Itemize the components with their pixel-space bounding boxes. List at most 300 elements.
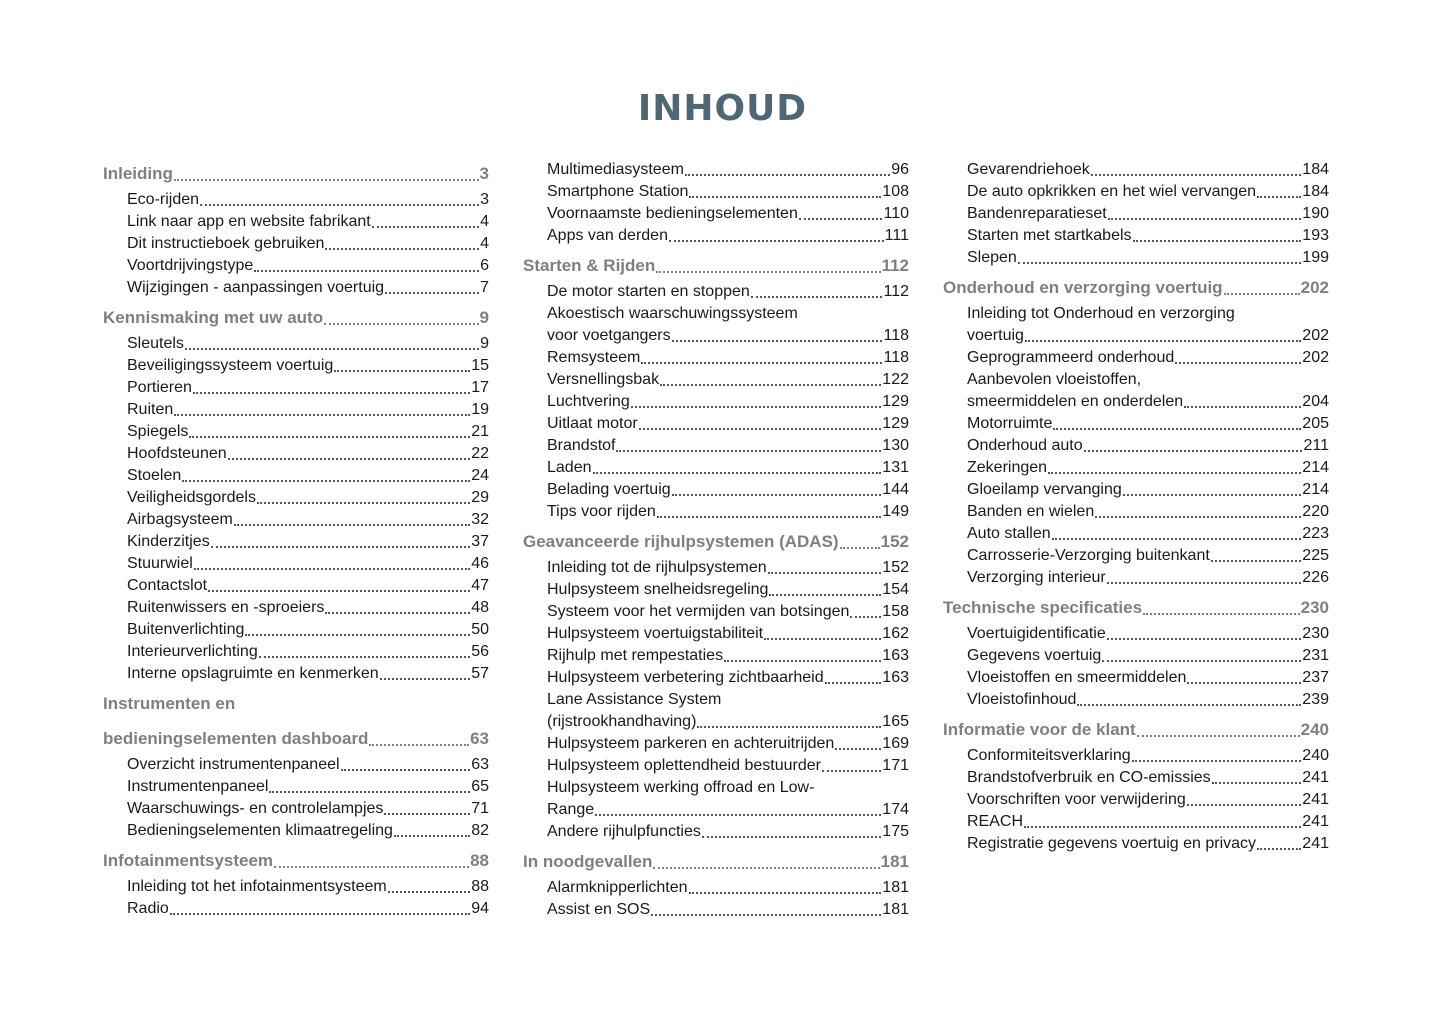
toc-page-number: 202 (1300, 278, 1329, 297)
dot-leader (274, 866, 469, 868)
toc-entry (103, 333, 489, 355)
dot-leader (1133, 240, 1302, 242)
toc-entry-title: Hulpsysteem voertuigstabiliteit (547, 625, 764, 642)
toc-page-number: 204 (1302, 393, 1329, 410)
toc-page-number: 94 (471, 900, 489, 917)
toc-page-number: 240 (1300, 720, 1329, 739)
toc-entry-title: REACH (967, 813, 1024, 830)
dot-leader (259, 656, 470, 658)
toc-entry (943, 457, 1329, 479)
toc-entry (103, 377, 489, 399)
toc-entry-line (943, 303, 1329, 325)
toc-entry-title: De auto opkrikken en het wiel vervangen (967, 183, 1257, 200)
toc-page-number: 88 (471, 878, 489, 895)
dot-leader (193, 392, 470, 394)
toc-entry-title: Laden (547, 459, 592, 476)
toc-page-number: 241 (1302, 769, 1329, 786)
toc-entry-title: Hulpsysteem werking offroad en Low- (547, 779, 815, 796)
toc-page-number: 17 (471, 379, 489, 396)
toc-entry-title: Infotainmentsysteem (103, 851, 274, 870)
dot-leader (639, 428, 882, 430)
toc-entry-title: Akoestisch waarschuwingssysteem (547, 305, 798, 322)
dot-leader (325, 248, 479, 250)
toc-section-heading (943, 273, 1329, 303)
toc-entry (103, 776, 489, 798)
dot-leader (1091, 174, 1302, 176)
dot-leader (200, 204, 479, 206)
dot-leader (593, 472, 882, 474)
toc-page-number: 118 (883, 327, 909, 344)
toc-entry-title: Eco-rijden (127, 191, 200, 208)
dot-leader (384, 813, 470, 815)
toc-entry-title: Remsysteem (547, 349, 641, 366)
toc-entry (943, 325, 1329, 347)
toc-entry (523, 799, 909, 821)
toc-entry-title: Range (547, 801, 595, 818)
toc-entry-title: Hulpsysteem parkeren en achteruitrijden (547, 735, 835, 752)
toc-entry (523, 579, 909, 601)
dot-leader (669, 240, 884, 242)
toc-entry-title: Gevarendriehoek (967, 161, 1090, 178)
dot-leader (764, 638, 881, 640)
toc-entry (103, 399, 489, 421)
toc-page-number: 56 (471, 643, 489, 660)
toc-entry (523, 281, 909, 303)
dot-leader (689, 892, 882, 894)
dot-leader (325, 612, 470, 614)
toc-page-number: 230 (1300, 598, 1329, 617)
dot-leader (1224, 293, 1300, 295)
toc-page-number: 214 (1302, 481, 1329, 498)
dot-leader (234, 524, 470, 526)
toc-entry (523, 877, 909, 899)
toc-entry (943, 689, 1329, 711)
toc-entry (103, 211, 489, 233)
toc-entry-title: Voertuigidentificatie (967, 625, 1106, 642)
dot-leader (631, 406, 882, 408)
toc-entry (103, 663, 489, 685)
toc-entry-title: Dit instructieboek gebruiken (127, 235, 325, 252)
toc-entry-title: smeermiddelen en onderdelen (967, 393, 1184, 410)
toc-page-number: 226 (1302, 569, 1329, 586)
dot-leader (769, 594, 881, 596)
toc-entry (103, 233, 489, 255)
toc-entry-title: Stuurwiel (127, 555, 193, 572)
toc-entry (943, 545, 1329, 567)
toc-entry-title: Starten met startkabels (967, 227, 1132, 244)
dot-leader (850, 616, 881, 618)
toc-page-number: 225 (1302, 547, 1329, 564)
toc-page-number: 4 (480, 235, 489, 252)
dot-leader (702, 836, 881, 838)
dot-leader (1257, 196, 1301, 198)
toc-entry-title: Voortdrijvingstype (127, 257, 254, 274)
dot-leader (189, 436, 470, 438)
toc-entry (943, 623, 1329, 645)
toc-entry (943, 435, 1329, 457)
dot-leader (1108, 218, 1302, 220)
toc-entry (943, 767, 1329, 789)
toc-entry (943, 159, 1329, 181)
toc-entry (523, 457, 909, 479)
toc-entry (523, 645, 909, 667)
toc-section-heading (103, 724, 489, 754)
toc-entry-title: Apps van derden (547, 227, 668, 244)
toc-page-number: 21 (471, 423, 489, 440)
toc-page-number: 184 (1302, 161, 1329, 178)
toc-entry (103, 421, 489, 443)
toc-entry (943, 247, 1329, 269)
toc-entry (523, 733, 909, 755)
dot-leader (1123, 494, 1302, 496)
toc-entry-title: Ruiten (127, 401, 174, 418)
toc-entry-title: bedieningselementen dashboard (103, 729, 369, 748)
dot-leader (768, 572, 882, 574)
toc-entry-title: Hoofdsteunen (127, 445, 227, 462)
dot-leader (369, 744, 469, 746)
toc-entry (523, 347, 909, 369)
toc-page-number: 118 (883, 349, 909, 366)
dot-leader (388, 891, 471, 893)
dot-leader (672, 494, 882, 496)
dot-leader (1052, 538, 1302, 540)
toc-entry (943, 811, 1329, 833)
dot-leader (697, 726, 881, 728)
dot-leader (211, 546, 471, 548)
toc-entry-title: (rijstrookhandhaving) (547, 713, 697, 730)
toc-entry (523, 667, 909, 689)
toc-entry-title: Radio (127, 900, 169, 917)
toc-page-number: 3 (479, 164, 489, 183)
toc-entry-title: Link naar app en website fabrikant (127, 213, 371, 230)
toc-entry-line (523, 303, 909, 325)
dot-leader (334, 370, 470, 372)
dot-leader (672, 340, 883, 342)
toc-page-number: 241 (1302, 835, 1329, 852)
toc-page-number: 71 (471, 800, 489, 817)
toc-entry (943, 225, 1329, 247)
toc-page-number: 175 (882, 823, 909, 840)
dot-leader (1107, 582, 1302, 584)
toc-entry-title: Contactslot (127, 577, 208, 594)
toc-entry-title: Geavanceerde rijhulpsystemen (ADAS) (523, 532, 839, 551)
dot-leader (170, 913, 470, 915)
toc-page-number: 190 (1302, 205, 1329, 222)
toc-page-number: 9 (479, 308, 489, 327)
toc-page-number: 154 (882, 581, 909, 598)
dot-leader (1132, 760, 1302, 762)
toc-entry-title: Interieurverlichting (127, 643, 258, 660)
toc-page-number: 122 (882, 371, 909, 388)
dot-leader (324, 323, 478, 325)
toc-entry (103, 820, 489, 842)
dot-leader (651, 914, 881, 916)
toc-page-number: 165 (882, 713, 909, 730)
dot-leader (174, 414, 470, 416)
toc-entry (103, 277, 489, 299)
toc-entry-title: Ruitenwissers en -sproeiers (127, 599, 325, 616)
dot-leader (1018, 262, 1301, 264)
dot-leader (185, 348, 479, 350)
dot-leader (724, 660, 881, 662)
toc-page-number: 108 (882, 183, 909, 200)
toc-entry-title: Gegevens voertuig (967, 647, 1102, 664)
toc-page-number: 223 (1302, 525, 1329, 542)
dot-leader (341, 769, 471, 771)
toc-entry (523, 181, 909, 203)
toc-section-heading (103, 689, 489, 719)
toc-entry-title: Overzicht instrumentenpaneel (127, 756, 340, 773)
toc-entry-title: Multimediasysteem (547, 161, 684, 178)
toc-entry-title: Brandstofverbruik en CO-emissies (967, 769, 1211, 786)
toc-section-heading (103, 846, 489, 876)
toc-entry-title: Inleiding tot Onderhoud en verzorging (967, 305, 1235, 322)
toc-entry-title: Airbagsysteem (127, 511, 233, 528)
toc-entry-title: Verzorging interieur (967, 569, 1106, 586)
toc-entry (523, 391, 909, 413)
toc-page-number: 65 (471, 778, 489, 795)
toc-page-number: 202 (1302, 349, 1329, 366)
dot-leader (657, 516, 882, 518)
toc-page-number: 82 (471, 822, 489, 839)
dot-leader (685, 174, 890, 176)
toc-entry-title: Bedieningselementen klimaatregeling (127, 822, 393, 839)
toc-entry-title: Carrosserie-Verzorging buitenkant (967, 547, 1210, 564)
toc-entry-title: Systeem voor het vermijden van botsingen (547, 603, 850, 620)
dot-leader (1257, 848, 1301, 850)
dot-leader (799, 218, 883, 220)
toc-page-number: 202 (1302, 327, 1329, 344)
toc-entry (943, 413, 1329, 435)
toc-entry-title: Smartphone Station (547, 183, 689, 200)
toc-page-number: 149 (882, 503, 909, 520)
toc-entry-title: Conformiteitsverklaring (967, 747, 1131, 764)
toc-page-number: 6 (480, 257, 489, 274)
toc-entry (103, 531, 489, 553)
toc-entry (523, 623, 909, 645)
dot-leader (182, 480, 470, 482)
toc-column-2 (523, 159, 909, 921)
toc-entry-title: Andere rijhulpfuncties (547, 823, 701, 840)
toc-entry-title: Waarschuwings- en controlelampjes (127, 800, 384, 817)
toc-page-number: 131 (882, 459, 909, 476)
toc-page-number: 50 (471, 621, 489, 638)
toc-page-number: 214 (1302, 459, 1329, 476)
toc-entry (943, 645, 1329, 667)
toc-page-number: 19 (471, 401, 489, 418)
page-title: INHOUD (637, 88, 808, 129)
toc-entry-title: voor voetgangers (547, 327, 671, 344)
toc-entry-title: Bandenreparatieset (967, 205, 1107, 222)
dot-leader (1107, 638, 1302, 640)
toc-page-number: 162 (882, 625, 909, 642)
toc-section-heading (523, 847, 909, 877)
toc-page-number: 231 (1302, 647, 1329, 664)
toc-column-3 (943, 159, 1329, 855)
toc-column-1 (103, 159, 489, 920)
toc-page-number: 63 (471, 756, 489, 773)
toc-section-heading (523, 251, 909, 281)
toc-page-number: 152 (880, 532, 909, 551)
dot-leader (372, 226, 479, 228)
toc-entry-title: Vloeistofinhoud (967, 691, 1077, 708)
toc-entry (103, 553, 489, 575)
dot-leader (1053, 428, 1301, 430)
dot-leader (653, 867, 879, 869)
toc-page-number: 4 (480, 213, 489, 230)
toc-entry (103, 597, 489, 619)
toc-page-number: 152 (882, 559, 909, 576)
toc-entry (523, 821, 909, 843)
toc-entry-title: Kennismaking met uw auto (103, 308, 324, 327)
dot-leader (1143, 613, 1300, 615)
toc-page-number: 193 (1302, 227, 1329, 244)
toc-entry (103, 898, 489, 920)
dot-leader (228, 458, 471, 460)
toc-entry (523, 501, 909, 523)
toc-entry-title: Vloeistoffen en smeermiddelen (967, 669, 1187, 686)
toc-entry (523, 203, 909, 225)
toc-entry (523, 369, 909, 391)
toc-page-number: 240 (1302, 747, 1329, 764)
toc-entry-title: Registratie gegevens voertuig en privacy (967, 835, 1257, 852)
toc-page-number: 7 (480, 279, 489, 296)
dot-leader (1187, 804, 1302, 806)
dot-leader (616, 450, 881, 452)
toc-entry (943, 391, 1329, 413)
toc-entry-title: Hulpsysteem verbetering zichtbaarheid (547, 669, 824, 686)
dot-leader (825, 682, 882, 684)
toc-entry (103, 443, 489, 465)
toc-entry-title: Onderhoud auto (967, 437, 1083, 454)
dot-leader (641, 362, 882, 364)
toc-page-number: 237 (1302, 669, 1329, 686)
dot-leader (689, 196, 881, 198)
toc-entry-title: voertuig (967, 327, 1024, 344)
toc-page-number: 211 (1303, 437, 1329, 454)
dot-leader (595, 814, 881, 816)
toc-entry-title: Alarmknipperlichten (547, 879, 688, 896)
toc-entry (523, 325, 909, 347)
dot-leader (385, 292, 479, 294)
toc-entry (943, 667, 1329, 689)
toc-entry (943, 789, 1329, 811)
toc-entry-title: Spiegels (127, 423, 189, 440)
toc-entry-line (523, 777, 909, 799)
toc-page-number: 47 (471, 577, 489, 594)
toc-page-number: 110 (883, 205, 909, 222)
toc-entry-line (943, 369, 1329, 391)
toc-entry (523, 435, 909, 457)
toc-entry-title: Slepen (967, 249, 1017, 266)
toc-entry (943, 203, 1329, 225)
toc-page-number: 129 (882, 415, 909, 432)
toc-section-heading (943, 593, 1329, 623)
toc-page-number: 3 (480, 191, 489, 208)
toc-entry-title: Beveiligingssysteem voertuig (127, 357, 334, 374)
toc-entry (943, 181, 1329, 203)
toc-page-number: 239 (1302, 691, 1329, 708)
dot-leader (660, 384, 881, 386)
toc-page-number: 171 (882, 757, 909, 774)
dot-leader (1024, 826, 1301, 828)
toc-entry (103, 255, 489, 277)
toc-entry-title: Buitenverlichting (127, 621, 245, 638)
dot-leader (840, 547, 880, 549)
dot-leader (822, 770, 881, 772)
toc-entry (103, 754, 489, 776)
toc-page-number: 174 (882, 801, 909, 818)
dot-leader (1077, 704, 1301, 706)
toc-entry-title: Luchtvering (547, 393, 630, 410)
dot-leader (1137, 735, 1300, 737)
dot-leader (194, 568, 470, 570)
toc-entry (943, 479, 1329, 501)
toc-entry-title: Instrumenten en (103, 694, 236, 713)
toc-entry-title: Onderhoud en verzorging voertuig (943, 278, 1223, 297)
toc-page-number: 112 (883, 283, 909, 300)
dot-leader (245, 634, 470, 636)
toc-entry-title: Brandstof (547, 437, 616, 454)
dot-leader (1211, 560, 1302, 562)
toc-page-number: 181 (882, 879, 909, 896)
toc-entry-title: Instrumentenpaneel (127, 778, 269, 795)
toc-entry-title: Versnellingsbak (547, 371, 660, 388)
toc-entry (523, 755, 909, 777)
toc-entry-title: Informatie voor de klant (943, 720, 1136, 739)
toc-page-number: 230 (1302, 625, 1329, 642)
dot-leader (751, 296, 883, 298)
toc-section-heading (943, 715, 1329, 745)
toc-section-heading (103, 303, 489, 333)
toc-entry-title: Technische specificaties (943, 598, 1143, 617)
toc-entry (103, 641, 489, 663)
toc-entry (523, 601, 909, 623)
dot-leader (1212, 782, 1302, 784)
toc-page-number: 130 (882, 437, 909, 454)
toc-entry-title: Motorruimte (967, 415, 1053, 432)
toc-page-number: 29 (471, 489, 489, 506)
toc-entry-title: Starten & Rijden (523, 256, 656, 275)
toc-page-number: 241 (1302, 813, 1329, 830)
toc-entry (943, 567, 1329, 589)
dot-leader (1095, 516, 1301, 518)
toc-page-number: 63 (470, 729, 489, 748)
toc-entry-title: Interne opslagruimte en kenmerken (127, 665, 379, 682)
toc-entry (943, 347, 1329, 369)
dot-leader (1102, 660, 1301, 662)
toc-page-number: 22 (471, 445, 489, 462)
toc-entry (523, 225, 909, 247)
toc-entry (103, 509, 489, 531)
toc-entry-title: Hulpsysteem oplettendheid bestuurder (547, 757, 821, 774)
toc-page-number: 111 (884, 227, 909, 244)
toc-entry (943, 833, 1329, 855)
toc-entry-title: Inleiding (103, 164, 173, 183)
toc-entry (103, 189, 489, 211)
toc-entry-title: Inleiding tot het infotainmentsysteem (127, 878, 387, 895)
toc-page-number: 144 (882, 481, 909, 498)
toc-entry-title: Sleutels (127, 335, 184, 352)
dot-leader (1175, 362, 1301, 364)
toc-entry (943, 745, 1329, 767)
toc-page-number: 129 (882, 393, 909, 410)
toc-entry (103, 798, 489, 820)
toc-entry (523, 711, 909, 733)
toc-entry-title: In noodgevallen (523, 852, 653, 871)
toc-page-number: 181 (882, 901, 909, 918)
toc-entry-line (523, 689, 909, 711)
